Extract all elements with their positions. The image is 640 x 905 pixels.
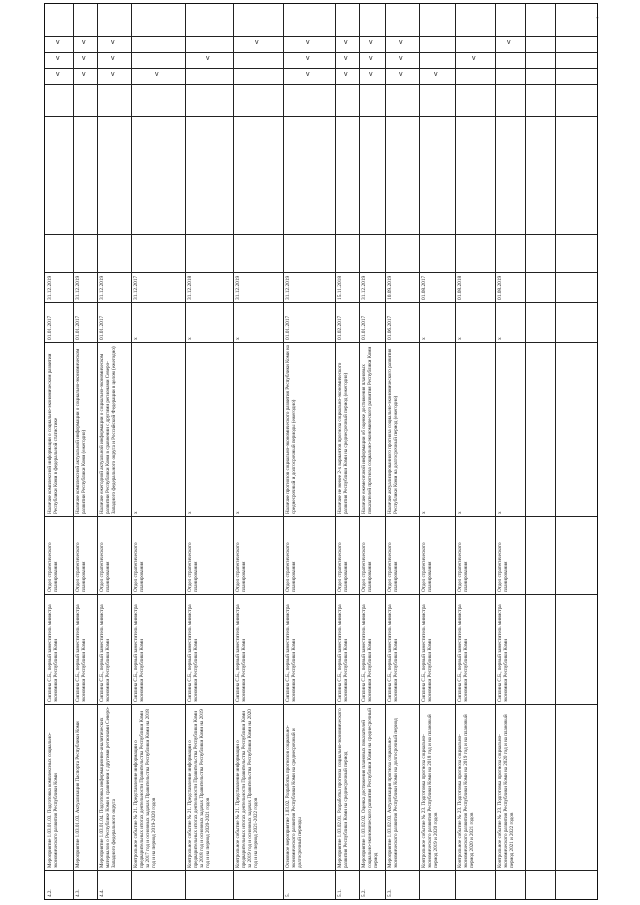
cell-text-responsible: Сиплина С.Б., первый заместитель министра экономики Республики Коми	[99, 604, 111, 702]
check-mark: v	[82, 71, 86, 78]
cell-text-num: 4.4.	[99, 889, 105, 897]
cell-end	[233, 4, 283, 899]
check-mark: v	[399, 39, 403, 46]
cell-text-result: Наличие ежемесячной информации об оценке достижения плановых показателей прогноза социально-экономического развития Республики Коми	[361, 346, 373, 514]
cell-text-result: Наличие актуализированного прогноза социально-экономического развития Республики Коми на долгосрочный период (ежегодно)	[387, 348, 399, 514]
cell-text-result: х	[187, 511, 193, 514]
cell-text-start: х	[235, 337, 241, 340]
cell-text-num: 4.2.	[47, 889, 53, 897]
check-mark: v	[56, 39, 60, 46]
cell-text-responsible: Сиплина С.Б., первый заместитель министра экономики Республики Коми	[337, 604, 349, 702]
cell-end	[419, 4, 455, 899]
cell-text-end: 31.12.2019	[75, 275, 81, 300]
cell-text-department: Отдел стратегического планирования	[133, 542, 145, 592]
cell-text-result: х	[457, 511, 463, 514]
check-mark: v	[56, 55, 60, 62]
cell-text-end: 31.12.2019	[99, 275, 105, 300]
cell-text-result: х	[421, 511, 427, 514]
cell-text-result: Наличие прогнозов социально-экономического развития Республики Коми на среднесрочный и долгосрочный периоды (ежегодно)	[285, 345, 297, 514]
cell-text-num: 4.3.	[75, 889, 81, 897]
cell-text-num: 5.3.	[387, 889, 393, 897]
cell-text-end: 01.08.2017	[421, 275, 427, 300]
cell-text-end: 31.12.2019	[235, 275, 241, 300]
cell-text-event: Мероприятие 1.03.01.04. Подготовка информационно-аналитических материалов о Республике Коми в сравнении с другими регионами Северо-Западного федерального округа	[99, 706, 117, 868]
cell-text-start: х	[497, 337, 503, 340]
cell-text-num: 5.2.	[361, 889, 367, 897]
cell-text-end: 31.12.2019	[285, 275, 291, 300]
check-mark: v	[369, 71, 373, 78]
cell-text-end: 01.08.2019	[497, 275, 503, 300]
cell-text-event: Контрольное событие № 21. Представление информации о предварительных итогах деятельности Правительства Республики Коми за 2017 год и основных задачах Правительства Республики Коми на 2018 год и на период 2019-2020 годов	[133, 709, 157, 868]
cell-text-start: х	[133, 337, 139, 340]
cell-text-result: Наличие не менее 2-х вариантов прогноза социально-экономического развития Республики Коми на среднесрочный период (ежегодно)	[337, 362, 349, 514]
cell-text-responsible: Сиплина С.Б., первый заместитель министра экономики Республики Коми	[361, 604, 373, 702]
cell-text-responsible: Сиплина С.Б., первый заместитель министра экономики Республики Коми	[75, 604, 87, 702]
cell-text-start: 01.01.2017	[47, 315, 53, 340]
cell-text-responsible: Сиплина С.Б., первый заместитель министра экономики Республики Коми	[235, 604, 247, 702]
cell-end	[97, 4, 131, 899]
check-mark: v	[472, 55, 476, 62]
row-divider	[525, 4, 526, 899]
cell-text-responsible: Сиплина С.Б., первый заместитель министра экономики Республики Коми	[285, 604, 297, 702]
check-mark: v	[111, 55, 115, 62]
check-mark: v	[82, 39, 86, 46]
cell-text-start: 01.01.2017	[99, 315, 105, 340]
cell-text-responsible: Сиплина С.Б., первый заместитель министра экономики Республики Коми	[47, 604, 59, 702]
cell-end	[185, 4, 233, 899]
check-mark: v	[206, 55, 210, 62]
cell-end	[283, 4, 335, 899]
cell-text-event: Основное мероприятие 1.03.02. Разработка прогнозов социально-экономического развития Республики Коми на среднесрочный и долгосрочный периоды	[285, 725, 303, 868]
cell-text-event: Мероприятие 1.03.01.03. Подготовка комплексных социально-экономического развития Республики Коми	[47, 732, 59, 868]
cell-text-result: Наличие ежегодной актуальной информации о социально-экономическом развитии Республики Коми в сравнении с другими регионами Северо-Западного федерального округа и Российской Федерации в целом (ежегодно)	[99, 346, 117, 514]
check-mark: v	[344, 39, 348, 46]
cell-end	[335, 4, 359, 899]
cell-end	[455, 4, 495, 899]
cell-text-responsible: Сиплина С.Б., первый заместитель министра экономики Республики Коми	[133, 604, 145, 702]
check-mark: v	[399, 55, 403, 62]
cell-text-event: Контрольное событие № 21. Представление информации о предварительных итогах деятельности Правительства Республики Коми за 2018 год и основных задачах Правительства Республики Коми на 2019 год и на период 2020-2021 годов	[187, 709, 211, 868]
cell-text-result: Наличие комплексной актуальной информации о социально-экономическом развитии Республики Коми (ежегодно)	[75, 348, 87, 514]
cell-text-department: Отдел стратегического планирования	[285, 542, 297, 592]
cell-text-start: 01.01.2017	[75, 315, 81, 340]
cell-text-responsible: Сиплина С.Б., первый заместитель министра экономики Республики Коми	[457, 604, 469, 702]
cell-text-event: Контрольное событие № 21. Представление информации о предварительных итогах деятельности Правительства Республики Коми за 2019 год и основных задачах Правительства Республики Коми на 2020 год и на период 2021-2022 годов	[235, 709, 259, 868]
cell-text-num: 5.1.	[337, 889, 343, 897]
cell-text-start: х	[457, 337, 463, 340]
cell-text-responsible: Сиплина С.Б., первый заместитель министра экономики Республики Коми	[387, 604, 399, 702]
cell-text-event: Мероприятие 1.03.02.02. Оценка достижения плановых показателей социально-экономического развития Республики Коми на среднесрочный период	[361, 707, 379, 868]
check-mark: v	[369, 55, 373, 62]
cell-text-event: Мероприятие 1.03.02.03. Актуализация прогноза социально-экономического развития Республики Коми на долгосрочный период	[387, 718, 399, 868]
cell-text-department: Отдел стратегического планирования	[235, 542, 247, 592]
cell-text-start: 01.01.2017	[361, 315, 367, 340]
cell-end	[385, 4, 419, 899]
cell-end	[131, 4, 185, 899]
check-mark: v	[111, 71, 115, 78]
cell-text-start: х	[421, 337, 427, 340]
cell-text-department: Отдел стратегического планирования	[337, 542, 349, 592]
check-mark: v	[399, 71, 403, 78]
check-mark: v	[255, 39, 259, 46]
cell-text-end: 15.11.2018	[337, 275, 343, 300]
cell-text-num: 5.	[285, 893, 291, 897]
cell-text-department: Отдел стратегического планирования	[421, 542, 433, 592]
cell-end	[495, 4, 525, 899]
cell-end	[359, 4, 385, 899]
check-mark: v	[56, 71, 60, 78]
cell-text-event: Контрольное событие № 23. Подготовка прогноза социально-экономического развития Республики Коми на 2020 год и на плановый период 2021 и 2022 годов	[497, 714, 515, 868]
cell-text-result: х	[497, 511, 503, 514]
cell-text-responsible: Сиплина С.Б., первый заместитель министра экономики Республики Коми	[497, 604, 509, 702]
cell-text-start: 01.06.2017	[387, 315, 393, 340]
cell-text-end: 31.12.2019	[361, 275, 367, 300]
cell-text-department: Отдел стратегического планирования	[75, 542, 87, 592]
cell-text-department: Отдел стратегического планирования	[187, 542, 199, 592]
check-mark: v	[344, 55, 348, 62]
cell-text-end: 31.12.2017	[133, 275, 139, 300]
rotated-table	[44, 3, 598, 900]
row-divider	[555, 4, 556, 899]
check-mark: v	[434, 71, 438, 78]
check-mark: v	[155, 71, 159, 78]
cell-text-department: Отдел стратегического планирования	[387, 542, 399, 592]
cell-text-end: 31.12.2018	[187, 275, 193, 300]
cell-text-end: 01.08.2018	[457, 275, 463, 300]
cell-text-end: 10.09.2019	[387, 275, 393, 300]
cell-text-department: Отдел стратегического планирования	[497, 542, 509, 592]
cell-text-department: Отдел стратегического планирования	[47, 542, 59, 592]
check-mark: v	[369, 39, 373, 46]
cell-text-event: Мероприятие 1.03.01.03. Актуализация Паспорта Республики Коми	[75, 721, 81, 868]
check-mark: v	[306, 71, 310, 78]
check-mark: v	[82, 55, 86, 62]
cell-text-result: х	[133, 511, 139, 514]
cell-text-event: Мероприятие 1.03.02.01. Разработка прогноза социально-экономического развития Республики Коми на среднесрочный период	[337, 708, 349, 868]
cell-text-responsible: Сиплина С.Б., первый заместитель министра экономики Республики Коми	[421, 604, 433, 702]
check-mark: v	[306, 55, 310, 62]
cell-text-start: 01.02.2017	[337, 315, 343, 340]
cell-text-department: Отдел стратегического планирования	[361, 542, 373, 592]
cell-text-start: 01.01.2017	[285, 315, 291, 340]
check-mark: v	[507, 39, 511, 46]
cell-end	[45, 4, 73, 899]
cell-text-department: Отдел стратегического планирования	[457, 542, 469, 592]
check-mark: v	[111, 39, 115, 46]
cell-text-start: х	[187, 337, 193, 340]
cell-text-result: Наличие комплексной информации о социально-экономическом развитии Республики Коми в федеральной статистике	[47, 353, 59, 514]
check-mark: v	[306, 39, 310, 46]
cell-text-department: Отдел стратегического планирования	[99, 542, 111, 592]
corner-mark: -	[596, 13, 599, 22]
cell-end	[73, 4, 97, 899]
cell-text-responsible: Сиплина С.Б., первый заместитель министра экономики Республики Коми	[187, 604, 199, 702]
cell-text-result: х	[235, 511, 241, 514]
check-mark: v	[344, 71, 348, 78]
cell-text-end: 31.12.2019	[47, 275, 53, 300]
cell-text-event: Контрольное событие № 23. Подготовка прогноза социально-экономического развития Республики Коми на 2019 год и на плановый период 2020 и 2021 годов	[457, 714, 475, 868]
cell-text-event: Контрольное событие № 23. Подготовка прогноза социально-экономического развития Республики Коми на 2018 год и на плановый период 2019 и 2020 годов	[421, 714, 439, 868]
